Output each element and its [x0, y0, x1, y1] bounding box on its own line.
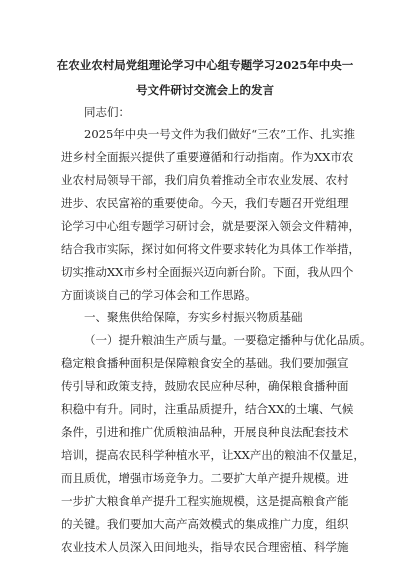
- paragraph-2-line: 而且质优，增强市场竞争力。二要扩大单产提升规模。进: [61, 471, 349, 485]
- paragraph-1-line: 进乡村全面振兴提供了重要遵循和行动指南。作为XX市农: [61, 150, 354, 164]
- paragraph-2-line: 一步扩大粮食单产提升工程实施规模，这是提高粮食产能: [61, 494, 349, 508]
- paragraph-2-line: 培训，提高农民科学种植水平，让XX产出的粮油不仅量足，: [61, 448, 365, 462]
- paragraph-2-line: 条件，引进和推广优质粮油品种，开展良种良法配套技术: [61, 425, 349, 439]
- document-title-line-1: 在农业农村局党组理论学习中心组专题学习2025年中央一: [56, 58, 354, 72]
- document-title-line-2: 号文件研讨交流会上的发言: [136, 83, 274, 97]
- paragraph-2-line: 农业技术人员深入田间地头，指导农民合理密植、科学施: [61, 540, 349, 554]
- paragraph-1-line: 业农村局领导干部，我们肩负着推动全市农业发展、农村: [61, 173, 349, 187]
- paragraph-2-line: 的关键。我们要加大高产高效模式的集成推广力度，组织: [61, 517, 349, 531]
- paragraph-1-line: 进步、农民富裕的重要使命。今天，我们专题召开党组理: [61, 196, 349, 210]
- paragraph-2-line: 稳定粮食播种面积是保障粮食安全的基础。我们要加强宣: [61, 356, 349, 370]
- paragraph-1-line: 切实推动XX市乡村全面振兴迈向新台阶。下面，我从四个: [61, 265, 354, 279]
- paragraph-1-line: 2025年中央一号文件为我们做好“三农”工作、扎实推: [84, 127, 356, 141]
- paragraph-1-line: 方面谈谈自己的学习体会和工作思路。: [61, 288, 257, 302]
- paragraph-1-line: 结合我市实际，探讨如何将文件要求转化为具体工作举措，: [61, 242, 360, 256]
- salutation: 同志们：: [84, 105, 130, 119]
- paragraph-2-line: 积稳中有升。同时，注重品质提升，结合XX的土壤、气候: [61, 402, 354, 416]
- paragraph-2-line: （一）提升粮油生产质与量。一要稳定播种与优化品质。: [84, 333, 372, 347]
- paragraph-2-line: 传引导和政策支持，鼓励农民应种尽种，确保粮食播种面: [61, 379, 349, 393]
- section-heading: 一、聚焦供给保障，夯实乡村振兴物质基础: [84, 310, 303, 324]
- paragraph-1-line: 论学习中心组专题学习研讨会，就是要深入领会文件精神，: [61, 219, 360, 233]
